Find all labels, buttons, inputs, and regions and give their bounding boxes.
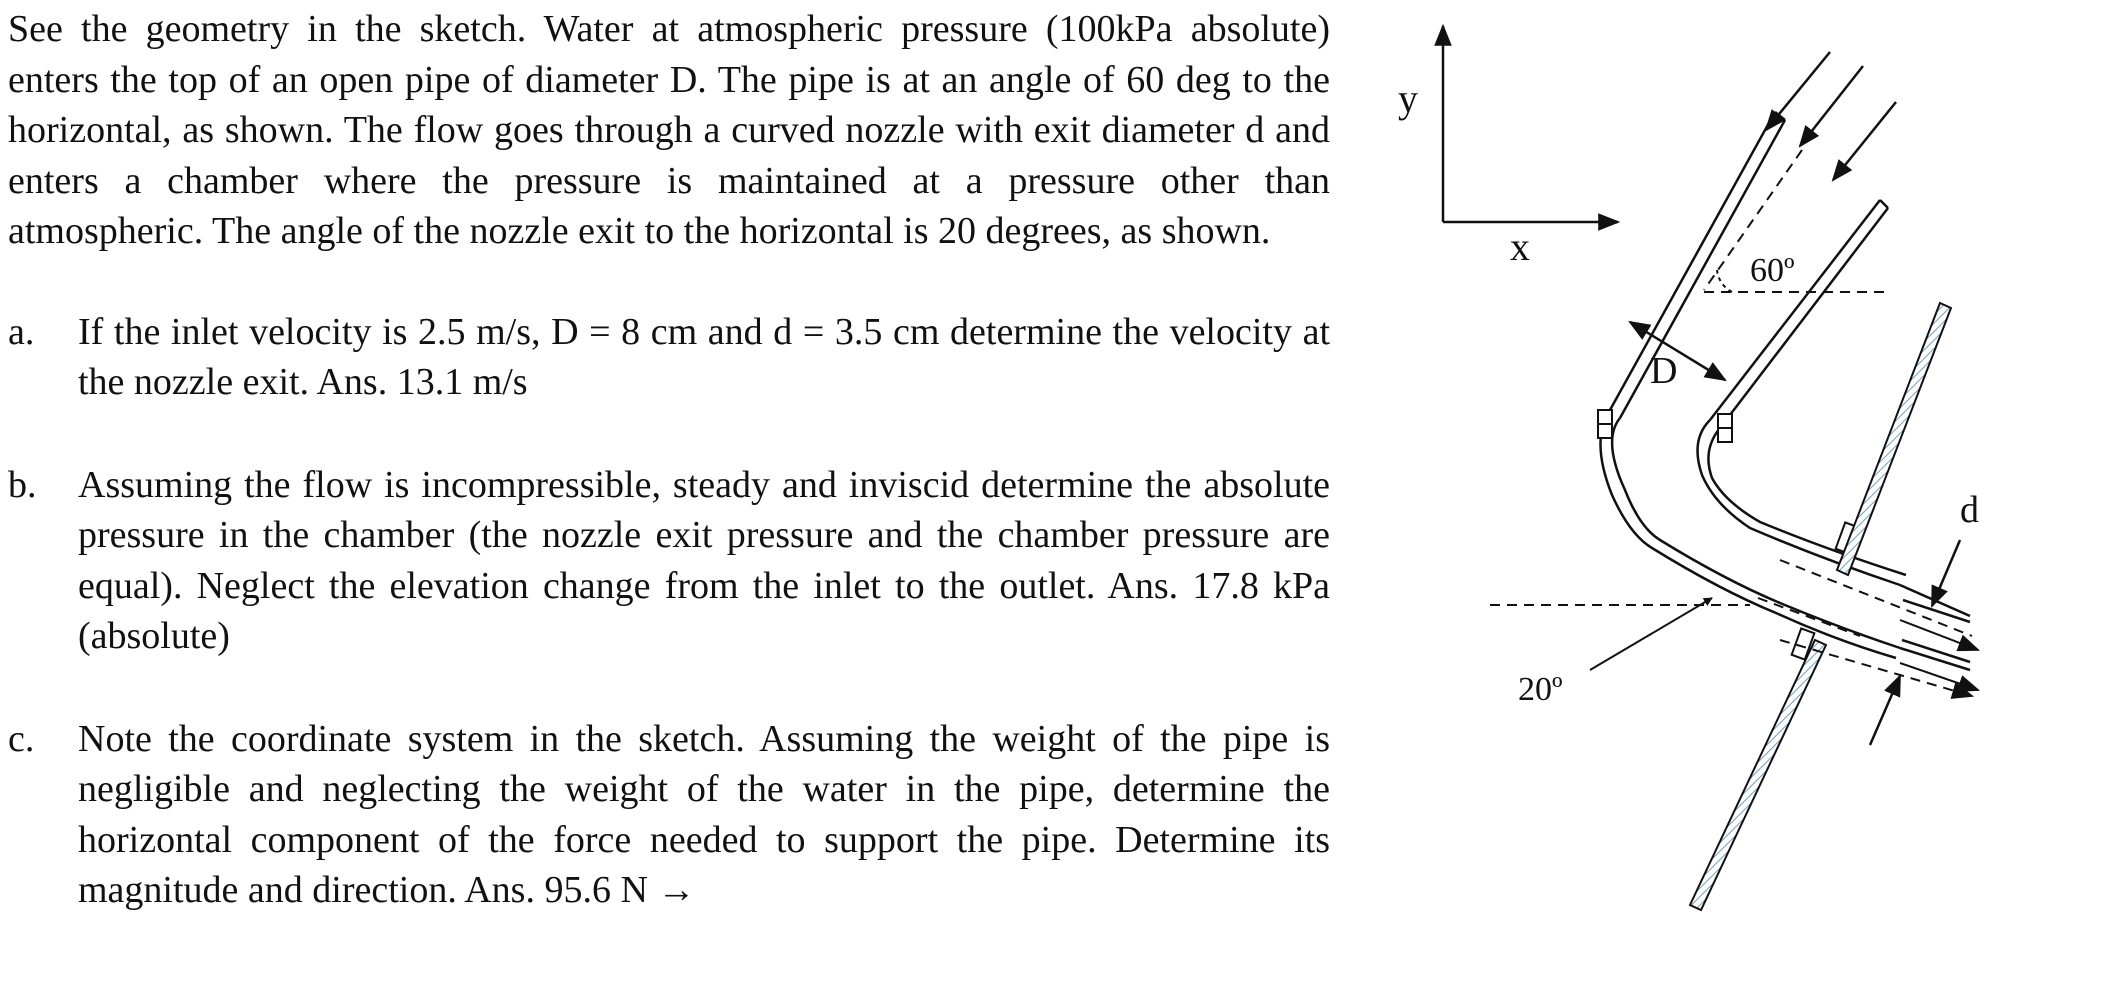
question-c-text: Note the coordinate system in the sketch. Assuming the weight of the pipe is negligible and neglecting the weight of the water in the pipe, determine the horizontal component of the force needed to support the pipe. Determine its magnitude and direction. Ans. 95.6 N → <box>78 717 1330 911</box>
inflow-arrows <box>1766 52 1896 180</box>
dimension-D <box>1630 322 1725 380</box>
coordinate-axes <box>1398 26 1618 269</box>
dimension-D-label: D <box>1650 350 1678 392</box>
question-a-text: If the inlet velocity is 2.5 m/s, D = 8 cm and d = 3.5 cm determine the velocity at the nozzle exit. Ans. 13.1 m/s <box>78 310 1330 403</box>
problem-statement <box>8 4 1330 916</box>
axis-y-label: y <box>1398 76 1418 121</box>
question-a <box>8 307 1330 408</box>
question-c <box>8 714 1330 916</box>
question-b-text: Assuming the flow is incompressible, steady and inviscid determine the absolute pressure in the chamber (the nozzle exit pressure and the chamber pressure are equal). Neglect the elevation change from the inlet to the outlet. Ans. 17.8 kPa (absolute) <box>78 463 1330 657</box>
pipe-sketch <box>1340 0 2000 982</box>
question-b <box>8 460 1330 662</box>
question-b-label: b. <box>8 463 37 506</box>
angle-60-label: 60º <box>1750 252 1795 289</box>
dimension-d-label: d <box>1960 489 1979 531</box>
axis-x-label: x <box>1510 224 1530 269</box>
problem-intro: See the geometry in the sketch. Water at atmospheric pressure (100kPa absolute) enters the top of an open pipe of diameter D. The pipe is at an angle of 60 deg to the horizontal, as shown. The flow goes through a curved nozzle with exit diameter d and enters a chamber where the pressure is maintained at a pressure other than atmospheric. The angle of the nozzle exit to the horizontal is 20 degrees, as shown. <box>8 8 1330 252</box>
question-c-label: c. <box>8 717 35 760</box>
angle-60-marker <box>1704 150 1890 292</box>
angle-20-label: 20º <box>1518 671 1563 708</box>
question-a-label: a. <box>8 310 35 353</box>
